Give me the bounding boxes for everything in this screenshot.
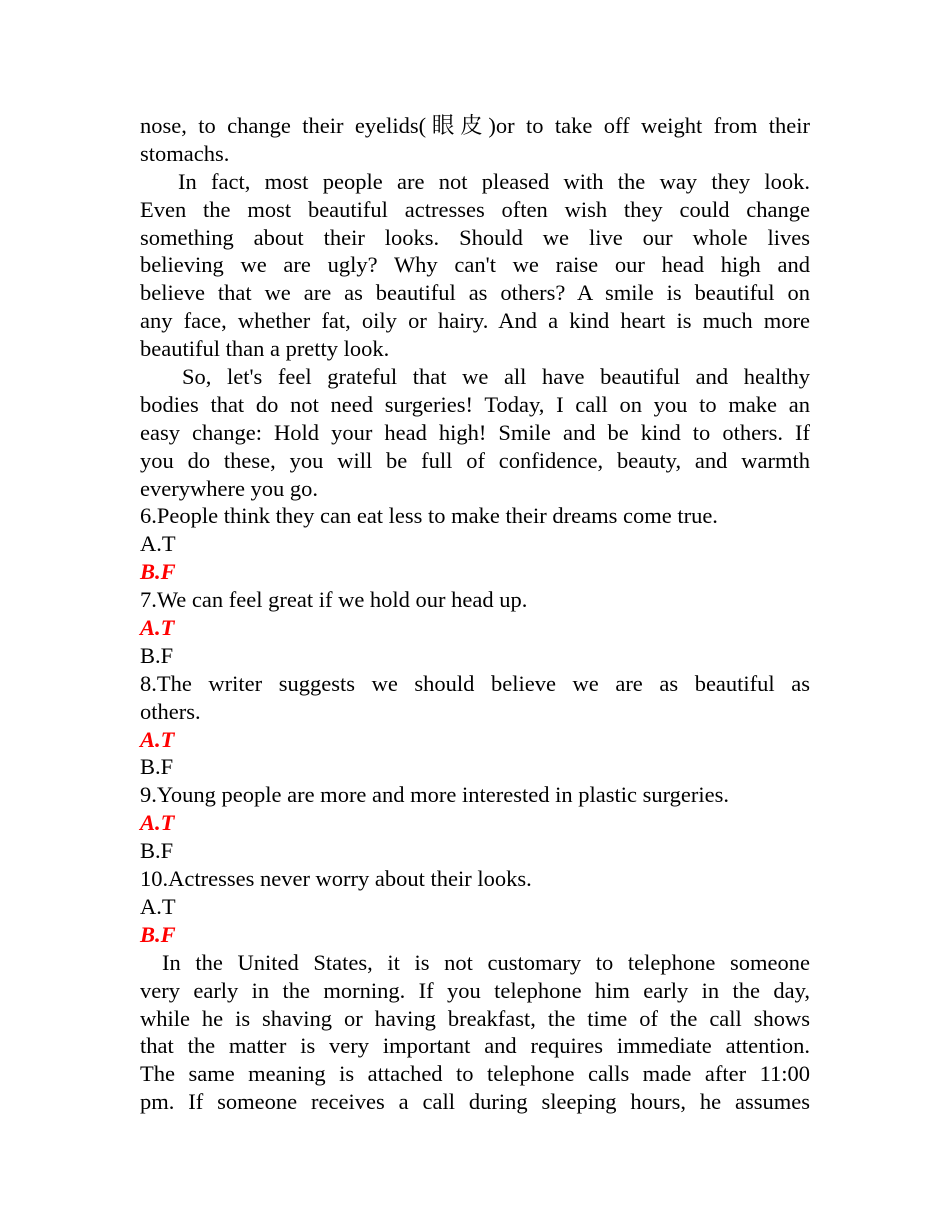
question-text: 6.People think they can eat less to make their dreams come true. xyxy=(140,503,718,529)
text-line: beautiful than a pretty look. xyxy=(140,336,390,362)
text-line: In fact, most people are not pleased with the way they look. xyxy=(178,168,810,194)
question-8 xyxy=(140,670,810,782)
option-a-correct-answer: A.T xyxy=(140,810,175,836)
question-9 xyxy=(140,781,810,865)
option-a: A.T xyxy=(140,893,176,919)
option-a: A.T xyxy=(140,531,176,557)
text-line: believe that we are as beautiful as others? A smile is beautiful on xyxy=(140,280,810,306)
text-line: that the matter is very important and requires immediate attention. xyxy=(140,1033,810,1059)
option-b: B.F xyxy=(140,754,174,780)
passage1-paragraph1 xyxy=(140,112,810,168)
question-text: 7.We can feel great if we hold our head up. xyxy=(140,587,528,613)
option-b: B.F xyxy=(140,642,174,668)
text-line: easy change: Hold your head high! Smile and be kind to others. If xyxy=(140,419,810,445)
document-page xyxy=(140,112,810,1116)
question-6 xyxy=(140,502,810,586)
question-text: 9.Young people are more and more interested in plastic surgeries. xyxy=(140,782,730,808)
passage1-paragraph3 xyxy=(140,363,810,502)
question-7 xyxy=(140,586,810,670)
option-b: B.F xyxy=(140,838,174,864)
option-a-correct-answer: A.T xyxy=(140,726,175,752)
option-b-correct-answer: B.F xyxy=(140,921,176,947)
text-line: any face, whether fat, oily or hairy. And a kind heart is much more xyxy=(140,308,810,334)
question-10 xyxy=(140,865,810,949)
text-line: something about their looks. Should we live our whole lives xyxy=(140,224,810,250)
text-line: In the United States, it is not customary to telephone someone xyxy=(162,949,810,975)
question-text: 10.Actresses never worry about their looks. xyxy=(140,866,532,892)
text-line: So, let's feel grateful that we all have beautiful and healthy xyxy=(182,364,810,390)
text-line: everywhere you go. xyxy=(140,475,319,501)
option-a-correct-answer: A.T xyxy=(140,615,175,641)
text-line: believing we are ugly? Why can't we raise our head high and xyxy=(140,252,810,278)
option-b-correct-answer: B.F xyxy=(140,559,176,585)
text-line: very early in the morning. If you telephone him early in the day, xyxy=(140,977,810,1003)
text-line: pm. If someone receives a call during sleeping hours, he assumes xyxy=(140,1089,810,1115)
text-line: you do these, you will be full of confidence, beauty, and warmth xyxy=(140,447,810,473)
passage2-paragraph xyxy=(140,949,810,1116)
question-text: others. xyxy=(140,698,201,724)
question-text: 8.The writer suggests we should believe we are as beautiful as xyxy=(140,670,810,696)
text-line: bodies that do not need surgeries! Today, I call on you to make an xyxy=(140,391,810,417)
text-line: while he is shaving or having breakfast, the time of the call shows xyxy=(140,1005,810,1031)
text-line: Even the most beautiful actresses often wish they could change xyxy=(140,196,810,222)
passage1-paragraph2 xyxy=(140,168,810,363)
text-line: The same meaning is attached to telephone calls made after 11:00 xyxy=(140,1061,810,1087)
text-line: nose, to change their eyelids(眼皮)or to take off weight from their xyxy=(140,113,810,138)
text-line: stomachs. xyxy=(140,140,230,166)
